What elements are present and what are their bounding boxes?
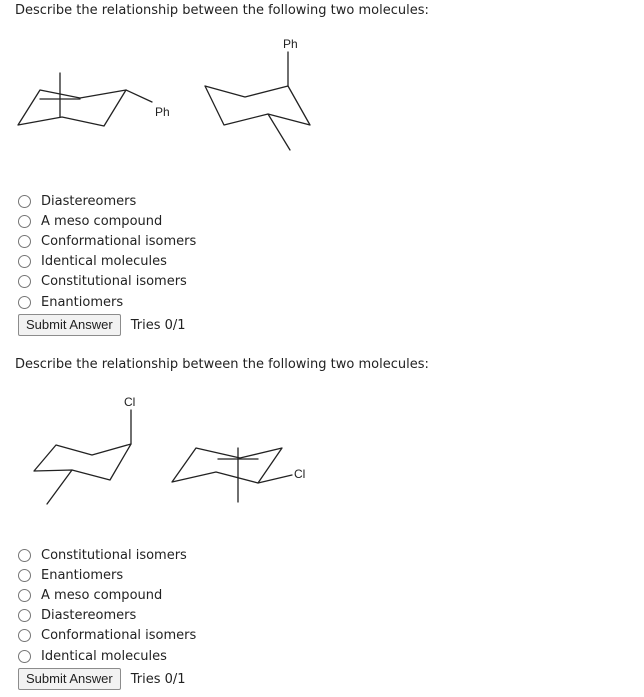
option-label: Enantiomers bbox=[41, 294, 124, 310]
q1-right-ph-label: Ph bbox=[283, 37, 298, 51]
question-1-structures bbox=[0, 30, 644, 165]
q1-option-enantiomers[interactable] bbox=[18, 292, 196, 312]
radio-button[interactable] bbox=[18, 235, 31, 248]
question-2-structures bbox=[0, 390, 644, 520]
radio-button[interactable] bbox=[18, 589, 31, 602]
radio-button[interactable] bbox=[18, 215, 31, 228]
q2-option-meso-compound[interactable] bbox=[18, 585, 196, 605]
radio-button[interactable] bbox=[18, 650, 31, 663]
q1-option-meso-compound[interactable] bbox=[18, 211, 196, 231]
option-label: Conformational isomers bbox=[41, 628, 197, 644]
q1-option-diastereomers[interactable] bbox=[18, 191, 196, 211]
question-1-prompt: Describe the relationship between the following two molecules: bbox=[15, 3, 429, 18]
q1-option-identical-molecules[interactable] bbox=[18, 252, 196, 272]
q1-left-chair-molecule bbox=[18, 73, 152, 126]
q2-left-chair-molecule bbox=[34, 410, 131, 504]
q1-tries-counter: Tries 0/1 bbox=[130, 317, 186, 333]
option-label: A meso compound bbox=[41, 587, 163, 603]
q2-option-identical-molecules[interactable] bbox=[18, 646, 196, 666]
q2-left-cl-label: Cl bbox=[124, 395, 136, 409]
option-label: A meso compound bbox=[41, 213, 163, 229]
option-label: Identical molecules bbox=[41, 648, 167, 664]
option-label: Constitutional isomers bbox=[41, 274, 187, 290]
option-label: Conformational isomers bbox=[41, 233, 197, 249]
q1-left-ph-label: Ph bbox=[155, 105, 170, 119]
option-label: Diastereomers bbox=[41, 608, 137, 624]
question-2-prompt: Describe the relationship between the following two molecules: bbox=[15, 357, 429, 372]
radio-button[interactable] bbox=[18, 609, 31, 622]
radio-button[interactable] bbox=[18, 255, 31, 268]
option-label: Constitutional isomers bbox=[41, 547, 187, 563]
option-label: Diastereomers bbox=[41, 193, 137, 209]
q2-right-chair-molecule bbox=[172, 448, 292, 502]
q2-right-cl-label: Cl bbox=[294, 467, 306, 481]
q2-option-conformational-isomers[interactable] bbox=[18, 626, 196, 646]
radio-button[interactable] bbox=[18, 275, 31, 288]
question-1-submit-row bbox=[18, 314, 186, 336]
radio-button[interactable] bbox=[18, 296, 31, 309]
option-label: Enantiomers bbox=[41, 567, 124, 583]
radio-button[interactable] bbox=[18, 195, 31, 208]
question-2-submit-row bbox=[18, 668, 186, 690]
option-label: Identical molecules bbox=[41, 254, 167, 270]
question-1-options bbox=[18, 191, 196, 312]
q2-option-constitutional-isomers[interactable] bbox=[18, 545, 196, 565]
q2-tries-counter: Tries 0/1 bbox=[130, 671, 186, 687]
question-2-options bbox=[18, 545, 196, 666]
q2-option-enantiomers[interactable] bbox=[18, 565, 196, 585]
q1-right-chair-molecule bbox=[205, 52, 310, 150]
q1-option-constitutional-isomers[interactable] bbox=[18, 272, 196, 292]
q1-submit-answer-button[interactable]: Submit Answer bbox=[18, 314, 121, 336]
q1-option-conformational-isomers[interactable] bbox=[18, 231, 196, 251]
radio-button[interactable] bbox=[18, 569, 31, 582]
radio-button[interactable] bbox=[18, 629, 31, 642]
q2-submit-answer-button[interactable]: Submit Answer bbox=[18, 668, 121, 690]
radio-button[interactable] bbox=[18, 549, 31, 562]
q2-option-diastereomers[interactable] bbox=[18, 606, 196, 626]
